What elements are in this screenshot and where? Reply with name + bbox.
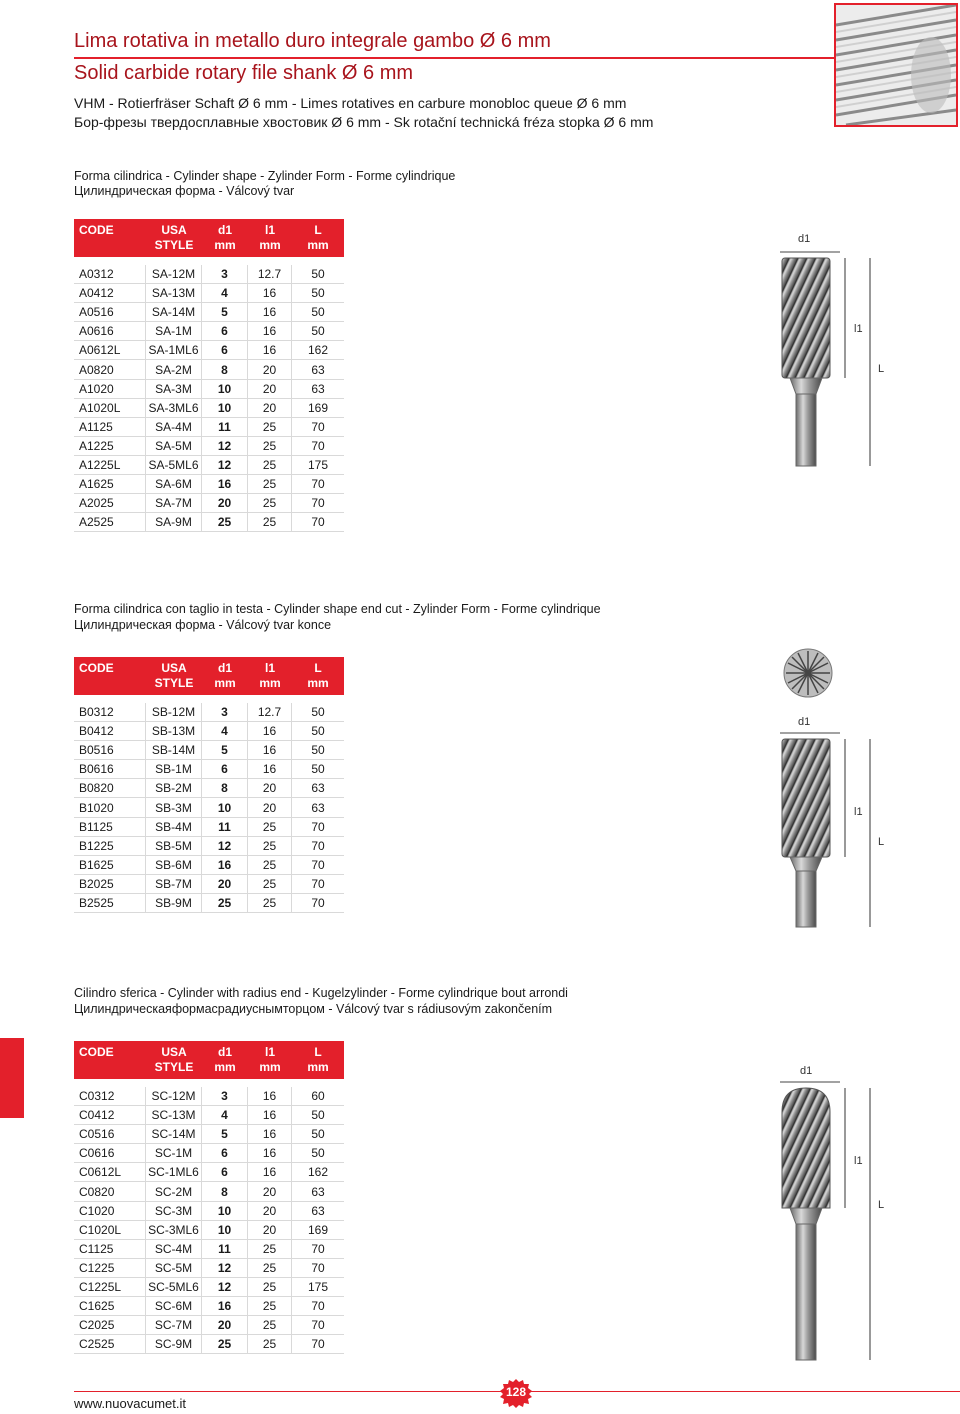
cell-l1: 25: [248, 1259, 292, 1277]
cell-code: C1625: [74, 1297, 146, 1315]
cell-d1: 4: [202, 284, 248, 302]
cell-L: 50: [311, 762, 325, 777]
cell-code: C0412: [74, 1106, 146, 1124]
cell-d1: 5: [202, 1125, 248, 1143]
cell-usa-style: SB-12M: [146, 703, 202, 721]
svg-text:d1: d1: [798, 716, 811, 728]
cell-l1: 16: [248, 760, 292, 778]
cell-code: A1020L: [74, 399, 146, 417]
svg-text:l1: l1: [854, 1155, 863, 1167]
cell-d1: 25: [202, 894, 248, 912]
cell-code: B1625: [74, 856, 146, 874]
cell-code: C2525: [74, 1335, 146, 1353]
cell-usa-style: SC-4M: [146, 1240, 202, 1258]
col-L: L mm: [307, 223, 329, 252]
cell-code: A0516: [74, 303, 146, 321]
cell-usa-style: SB-9M: [146, 894, 202, 912]
col-code: CODE: [79, 1045, 114, 1059]
cell-d1: 6: [202, 760, 248, 778]
section-c-caption-1: Cilindro sferica - Cylinder with radius end - Kugelzylinder - Forme cylindrique bout arrondi: [74, 986, 568, 1000]
col-d1: d1 mm: [214, 223, 236, 252]
svg-text:L: L: [878, 836, 885, 848]
col-l1: l1 mm: [259, 1045, 281, 1074]
section-c-caption-2: Цилиндрическаяформасрадиуснымторцом - Válcový tvar s rádiusovým zakončením: [74, 1002, 553, 1016]
cell-code: B1125: [74, 818, 146, 836]
section-b-tool-drawing: [770, 645, 910, 930]
cell-l1: 25: [248, 818, 292, 836]
table-row: [74, 760, 344, 779]
cell-usa-style: SC-9M: [146, 1335, 202, 1353]
table-row: [74, 265, 344, 284]
cell-l1: 16: [248, 1163, 292, 1181]
cell-L: 50: [311, 1146, 325, 1161]
cell-L: 70: [311, 819, 325, 834]
cell-d1: 8: [202, 1182, 248, 1200]
cell-l1: 25: [248, 437, 292, 455]
cell-L: 50: [311, 324, 325, 339]
cell-L: 60: [311, 1089, 325, 1104]
section-a-table: [74, 219, 344, 532]
cell-l1: 20: [248, 1182, 292, 1200]
cell-L: 63: [311, 362, 325, 377]
cell-d1: 16: [202, 856, 248, 874]
cell-usa-style: SB-14M: [146, 741, 202, 759]
cell-d1: 6: [202, 1144, 248, 1162]
table-row: [74, 741, 344, 760]
cell-l1: 25: [248, 494, 292, 512]
cell-code: B0516: [74, 741, 146, 759]
table-row: [74, 1125, 344, 1144]
cell-d1: 20: [202, 494, 248, 512]
cell-usa-style: SA-13M: [146, 284, 202, 302]
cell-d1: 5: [202, 741, 248, 759]
cell-d1: 11: [202, 818, 248, 836]
col-code: CODE: [79, 223, 114, 237]
col-usa-style: USA STYLE: [154, 661, 194, 690]
cell-code: C1125: [74, 1240, 146, 1258]
cell-l1: 25: [248, 456, 292, 474]
cell-l1: 25: [248, 1335, 292, 1353]
cell-usa-style: SC-6M: [146, 1297, 202, 1315]
cell-L: 70: [311, 515, 325, 530]
col-l1: l1 mm: [259, 223, 281, 252]
cell-usa-style: SC-5ML6: [146, 1278, 202, 1296]
cell-l1: 20: [248, 798, 292, 816]
cell-L: 162: [307, 1165, 329, 1180]
table-row: [74, 1087, 344, 1106]
cell-l1: 20: [248, 1202, 292, 1220]
cell-l1: 25: [248, 513, 292, 531]
cell-d1: 16: [202, 1297, 248, 1315]
table-row: [74, 1240, 344, 1259]
cell-L: 70: [311, 1318, 325, 1333]
cell-l1: 25: [248, 1297, 292, 1315]
cell-l1: 25: [248, 418, 292, 436]
cell-code: C1020L: [74, 1221, 146, 1239]
cell-L: 162: [307, 343, 329, 358]
table-row: [74, 322, 344, 341]
table-body: [74, 265, 344, 532]
cell-code: A1625: [74, 475, 146, 493]
cell-usa-style: SB-7M: [146, 875, 202, 893]
cell-usa-style: SC-2M: [146, 1182, 202, 1200]
cell-code: A2525: [74, 513, 146, 531]
cell-l1: 20: [248, 360, 292, 378]
cell-d1: 10: [202, 1221, 248, 1239]
cell-code: B1020: [74, 798, 146, 816]
page-number: 128: [505, 1385, 527, 1399]
col-d1: d1 mm: [214, 1045, 236, 1074]
cell-usa-style: SC-13M: [146, 1106, 202, 1124]
cell-d1: 12: [202, 837, 248, 855]
table-row: [74, 779, 344, 798]
table-row: [74, 875, 344, 894]
cell-L: 50: [311, 1127, 325, 1142]
svg-text:l1: l1: [854, 806, 863, 818]
cell-l1: 12.7: [248, 703, 292, 721]
table-row: [74, 1316, 344, 1335]
table-row: [74, 894, 344, 913]
cell-code: C0612L: [74, 1163, 146, 1181]
cell-d1: 12: [202, 1278, 248, 1296]
table-row: [74, 856, 344, 875]
cell-d1: 3: [202, 265, 248, 283]
cell-usa-style: SC-14M: [146, 1125, 202, 1143]
table-row: [74, 703, 344, 722]
cell-d1: 5: [202, 303, 248, 321]
cell-code: A0616: [74, 322, 146, 340]
cell-d1: 10: [202, 399, 248, 417]
cell-d1: 12: [202, 1259, 248, 1277]
svg-text:L: L: [878, 1199, 885, 1211]
cell-code: B0616: [74, 760, 146, 778]
cell-L: 169: [307, 1222, 329, 1237]
col-l1: l1 mm: [259, 661, 281, 690]
table-row: [74, 494, 344, 513]
cell-L: 70: [311, 1299, 325, 1314]
cell-d1: 10: [202, 380, 248, 398]
section-b-caption-2: Цилиндрическая форма - Válcový tvar konce: [74, 618, 332, 632]
cell-code: B2525: [74, 894, 146, 912]
cell-code: A1125: [74, 418, 146, 436]
cell-code: C0312: [74, 1087, 146, 1105]
cell-L: 175: [307, 1279, 329, 1294]
cell-code: C1020: [74, 1202, 146, 1220]
cell-d1: 3: [202, 1087, 248, 1105]
cell-code: B0820: [74, 779, 146, 797]
cell-usa-style: SC-3M: [146, 1202, 202, 1220]
table-row: [74, 380, 344, 399]
cell-l1: 25: [248, 1316, 292, 1334]
table-row: [74, 475, 344, 494]
cell-l1: 25: [248, 837, 292, 855]
cell-usa-style: SB-4M: [146, 818, 202, 836]
table-row: [74, 1259, 344, 1278]
cell-l1: 25: [248, 856, 292, 874]
svg-text:l1: l1: [854, 323, 863, 335]
cell-l1: 20: [248, 380, 292, 398]
cell-L: 70: [311, 438, 325, 453]
cell-L: 50: [311, 1108, 325, 1123]
cell-l1: 16: [248, 1106, 292, 1124]
cell-d1: 3: [202, 703, 248, 721]
cell-code: B1225: [74, 837, 146, 855]
cell-d1: 20: [202, 1316, 248, 1334]
table-row: [74, 818, 344, 837]
cell-d1: 6: [202, 341, 248, 359]
cell-code: B0312: [74, 703, 146, 721]
col-usa-style: USA STYLE: [154, 223, 194, 252]
end-cut-view-icon: [784, 649, 832, 697]
table-row: [74, 360, 344, 379]
cell-usa-style: SC-5M: [146, 1259, 202, 1277]
cell-d1: 11: [202, 418, 248, 436]
cell-L: 70: [311, 876, 325, 891]
cell-d1: 25: [202, 513, 248, 531]
cell-L: 70: [311, 1241, 325, 1256]
table-row: [74, 1163, 344, 1182]
cell-code: A1020: [74, 380, 146, 398]
cell-usa-style: SA-3ML6: [146, 399, 202, 417]
cell-L: 50: [311, 267, 325, 282]
cell-code: A0412: [74, 284, 146, 302]
cell-usa-style: SA-6M: [146, 475, 202, 493]
cell-l1: 25: [248, 894, 292, 912]
cell-usa-style: SB-5M: [146, 837, 202, 855]
cell-code: C2025: [74, 1316, 146, 1334]
cell-d1: 4: [202, 722, 248, 740]
cell-L: 63: [311, 381, 325, 396]
cell-L: 175: [307, 457, 329, 472]
subtitle-ru-cz: Бор-фрезы твердосплавные хвостовик Ø 6 mm - Sk rotační technická fréza stopka Ø 6 mm: [74, 114, 654, 130]
cell-code: A0612L: [74, 341, 146, 359]
cell-usa-style: SA-7M: [146, 494, 202, 512]
cell-usa-style: SC-1ML6: [146, 1163, 202, 1181]
cell-l1: 16: [248, 1144, 292, 1162]
table-row: [74, 437, 344, 456]
cell-usa-style: SA-5M: [146, 437, 202, 455]
cell-code: C1225L: [74, 1278, 146, 1296]
svg-text:L: L: [878, 363, 885, 375]
cell-usa-style: SA-1M: [146, 322, 202, 340]
page-title-italian: Lima rotativa in metallo duro integrale gambo Ø 6 mm: [74, 30, 551, 52]
table-row: [74, 1202, 344, 1221]
cell-L: 63: [311, 781, 325, 796]
cell-d1: 8: [202, 779, 248, 797]
cell-l1: 16: [248, 1087, 292, 1105]
footer-website-link[interactable]: www.nuovacumet.it: [74, 1396, 186, 1411]
hero-product-photo: [834, 3, 958, 127]
cell-usa-style: SA-12M: [146, 265, 202, 283]
cell-usa-style: SA-14M: [146, 303, 202, 321]
table-row: [74, 456, 344, 475]
cell-l1: 12.7: [248, 265, 292, 283]
cell-d1: 6: [202, 1163, 248, 1181]
cell-l1: 25: [248, 1240, 292, 1258]
cell-usa-style: SA-4M: [146, 418, 202, 436]
cell-d1: 12: [202, 456, 248, 474]
table-header: [74, 657, 344, 695]
col-L: L mm: [307, 1045, 329, 1074]
table-row: [74, 1182, 344, 1201]
cell-d1: 8: [202, 360, 248, 378]
header-divider: [74, 57, 834, 59]
table-body: [74, 703, 344, 913]
table-row: [74, 1335, 344, 1354]
cell-usa-style: SC-3ML6: [146, 1221, 202, 1239]
table-row: [74, 1278, 344, 1297]
table-row: [74, 1106, 344, 1125]
cell-code: A1225: [74, 437, 146, 455]
col-usa-style: USA STYLE: [154, 1045, 194, 1074]
cell-usa-style: SC-12M: [146, 1087, 202, 1105]
cell-usa-style: SB-6M: [146, 856, 202, 874]
cell-usa-style: SB-2M: [146, 779, 202, 797]
cell-L: 63: [311, 800, 325, 815]
cell-code: C0616: [74, 1144, 146, 1162]
cell-d1: 16: [202, 475, 248, 493]
cell-L: 50: [311, 305, 325, 320]
cell-usa-style: SA-2M: [146, 360, 202, 378]
table-row: [74, 418, 344, 437]
cell-L: 169: [307, 400, 329, 415]
table-row: [74, 513, 344, 532]
cell-d1: 6: [202, 322, 248, 340]
cell-usa-style: SC-7M: [146, 1316, 202, 1334]
section-a-caption-1: Forma cilindrica - Cylinder shape - Zylinder Form - Forme cylindrique: [74, 169, 456, 183]
svg-text:d1: d1: [798, 233, 811, 245]
cell-d1: 20: [202, 875, 248, 893]
cell-L: 70: [311, 1337, 325, 1352]
cell-d1: 10: [202, 1202, 248, 1220]
cell-L: 63: [311, 1184, 325, 1199]
cell-L: 50: [311, 705, 325, 720]
cell-code: B2025: [74, 875, 146, 893]
cell-code: A0312: [74, 265, 146, 283]
section-c-table: [74, 1041, 344, 1354]
section-b-table: [74, 657, 344, 913]
table-row: [74, 1144, 344, 1163]
cell-l1: 20: [248, 779, 292, 797]
cell-usa-style: SB-1M: [146, 760, 202, 778]
cell-l1: 25: [248, 1278, 292, 1296]
cell-l1: 16: [248, 284, 292, 302]
cell-L: 70: [311, 477, 325, 492]
cell-l1: 16: [248, 303, 292, 321]
cell-usa-style: SA-1ML6: [146, 341, 202, 359]
chapter-side-tab: [0, 1038, 24, 1118]
cell-l1: 20: [248, 399, 292, 417]
table-header: [74, 1041, 344, 1079]
cell-usa-style: SA-3M: [146, 380, 202, 398]
col-code: CODE: [79, 661, 114, 675]
cell-code: A1225L: [74, 456, 146, 474]
cell-d1: 4: [202, 1106, 248, 1124]
svg-text:d1: d1: [800, 1065, 813, 1077]
cell-l1: 20: [248, 1221, 292, 1239]
cell-l1: 25: [248, 875, 292, 893]
cell-d1: 25: [202, 1335, 248, 1353]
cell-L: 70: [311, 895, 325, 910]
cell-code: C0820: [74, 1182, 146, 1200]
cell-usa-style: SA-5ML6: [146, 456, 202, 474]
cell-l1: 16: [248, 322, 292, 340]
cell-L: 70: [311, 419, 325, 434]
cell-L: 50: [311, 743, 325, 758]
cell-usa-style: SA-9M: [146, 513, 202, 531]
cell-code: A2025: [74, 494, 146, 512]
cell-L: 50: [311, 286, 325, 301]
table-row: [74, 722, 344, 741]
cell-code: B0412: [74, 722, 146, 740]
table-row: [74, 399, 344, 418]
section-a-caption-2: Цилиндрическая форма - Válcový tvar: [74, 184, 295, 198]
table-row: [74, 284, 344, 303]
col-L: L mm: [307, 661, 329, 690]
cell-code: A0820: [74, 360, 146, 378]
rotary-file-photo-icon: [836, 5, 956, 125]
cell-code: C1225: [74, 1259, 146, 1277]
table-row: [74, 1297, 344, 1316]
page-title-english: Solid carbide rotary file shank Ø 6 mm: [74, 62, 414, 84]
cell-d1: 12: [202, 437, 248, 455]
cell-L: 63: [311, 1203, 325, 1218]
cell-L: 70: [311, 838, 325, 853]
subtitle-de-fr: VHM - Rotierfräser Schaft Ø 6 mm - Limes rotatives en carbure monobloc queue Ø 6 mm: [74, 95, 627, 111]
cell-l1: 16: [248, 741, 292, 759]
table-row: [74, 837, 344, 856]
cell-L: 70: [311, 1260, 325, 1275]
cell-l1: 25: [248, 475, 292, 493]
table-row: [74, 1221, 344, 1240]
cell-L: 70: [311, 496, 325, 511]
table-row: [74, 798, 344, 817]
cell-l1: 16: [248, 341, 292, 359]
section-a-tool-drawing: [770, 222, 910, 472]
cell-L: 50: [311, 724, 325, 739]
cell-d1: 10: [202, 798, 248, 816]
page-number-badge: [499, 1378, 533, 1408]
table-header: [74, 219, 344, 257]
cell-l1: 16: [248, 722, 292, 740]
cell-usa-style: SC-1M: [146, 1144, 202, 1162]
cell-usa-style: SB-13M: [146, 722, 202, 740]
cell-L: 70: [311, 857, 325, 872]
cell-l1: 16: [248, 1125, 292, 1143]
cell-code: C0516: [74, 1125, 146, 1143]
table-row: [74, 303, 344, 322]
section-c-tool-drawing: [770, 1060, 910, 1370]
cell-usa-style: SB-3M: [146, 798, 202, 816]
section-b-caption-1: Forma cilindrica con taglio in testa - Cylinder shape end cut - Zylinder Form - Forme cylindrique: [74, 602, 601, 616]
table-body: [74, 1087, 344, 1354]
col-d1: d1 mm: [214, 661, 236, 690]
table-row: [74, 341, 344, 360]
cell-d1: 11: [202, 1240, 248, 1258]
